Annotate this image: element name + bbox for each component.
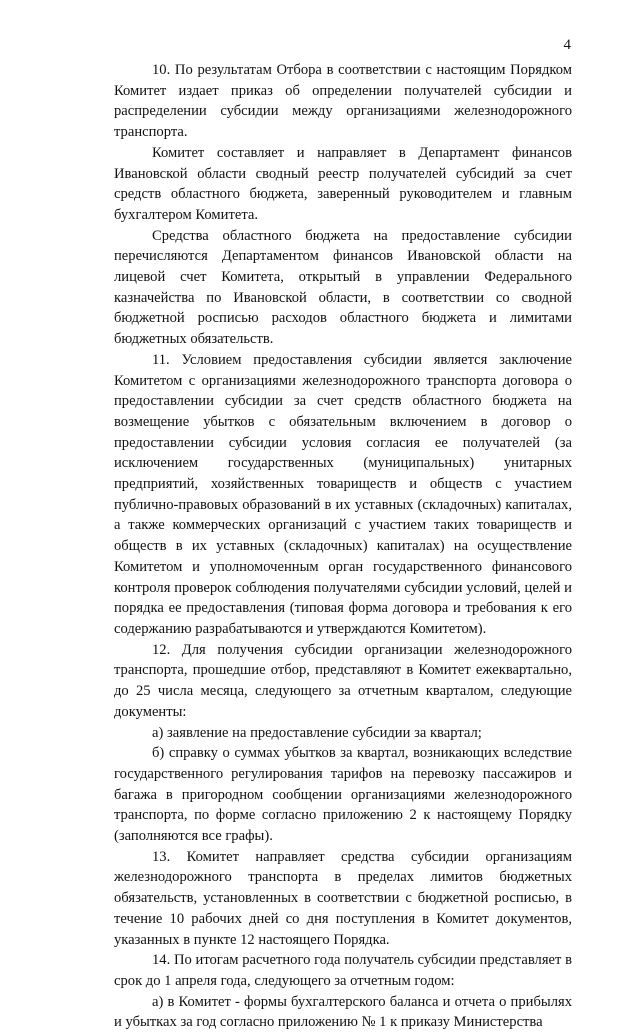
document-body — [114, 60, 572, 1033]
paragraph-funds-transfer: Средства областного бюджета на предоставление субсидии перечисляются Департаментом финансов Ивановской области на лицевой счет Комитета, открытый в управлении Федерального казначейства по Ивановской области, в соответствии со сводной бюджетной росписью расходов областного бюджета и лимитами бюджетных обязательств. — [114, 227, 572, 348]
paragraph-10-results: 10. По результатам Отбора в соответствии с настоящим Порядком Комитет издает приказ об определении получателей субсидии и распределении субсидии между организациями железнодорожного транспорта. — [114, 62, 572, 141]
paragraph-14-annual-report: 14. По итогам расчетного года получатель субсидии представляет в срок до 1 апреля года, следующего за отчетным годом: — [114, 952, 572, 989]
paragraph-12-documents: 12. Для получения субсидии организации железнодорожного транспорта, прошедшие отбор, представляют в Комитет ежеквартально, до 25 числа месяца, следующего за отчетным кварталом, следующие документы: — [114, 641, 572, 720]
page-number: 4 — [563, 37, 571, 53]
paragraph-registry: Комитет составляет и направляет в Департамент финансов Ивановской области сводный реестр получателей субсидий за счет средств областного бюджета, заверенный руководителем и главным бухгалтером Комитета. — [114, 144, 572, 223]
paragraph-14-item-a: а) в Комитет - формы бухгалтерского баланса и отчета о прибылях и убытках за год согласно приложению № 1 к приказу Министерства — [114, 993, 572, 1031]
paragraph-11-conditions: 11. Условием предоставления субсидии является заключение Комитетом с организациями железнодорожного транспорта договора о предоставлении субсидии за счет средств областного бюджета на возмещение убытков с обязательным включением в договор о предоставлении субсидии условия согласия ее получателей (за исключением государственных (муниципальных) унитарных предприятий, хозяйственных товариществ и обществ с участием публично-правовых образований в их уставных (складочных) капиталах, а также коммерческих организаций с участием таких товариществ и обществ в их уставных (складочных) капиталах) на осуществление Комитетом и уполномоченным орган государственного финансового контроля проверок соблюдения получателями субсидии условий, целей и порядка ее предоставления (типовая форма договора и требования к его содержанию разрабатываются и утверждаются Комитетом). — [114, 351, 572, 637]
paragraph-12-item-b: б) справку о суммах убытков за квартал, возникающих вследствие государственного регулирования тарифов на перевозку пассажиров и багажа в пригородном сообщении организациями железнодорожного транспорта, по форме согласно приложению 2 к настоящему Порядку (заполняются все графы). — [114, 745, 572, 845]
paragraph-13-payment: 13. Комитет направляет средства субсидии организациям железнодорожного транспорта в пределах лимитов бюджетных обязательств, установленных в соответствии с бюджетной росписью, в течение 10 рабочих дней со дня поступления в Комитет документов, указанных в пункте 12 настоящего Порядка. — [114, 848, 572, 948]
paragraph-12-item-a: а) заявление на предоставление субсидии за квартал; — [152, 724, 482, 741]
